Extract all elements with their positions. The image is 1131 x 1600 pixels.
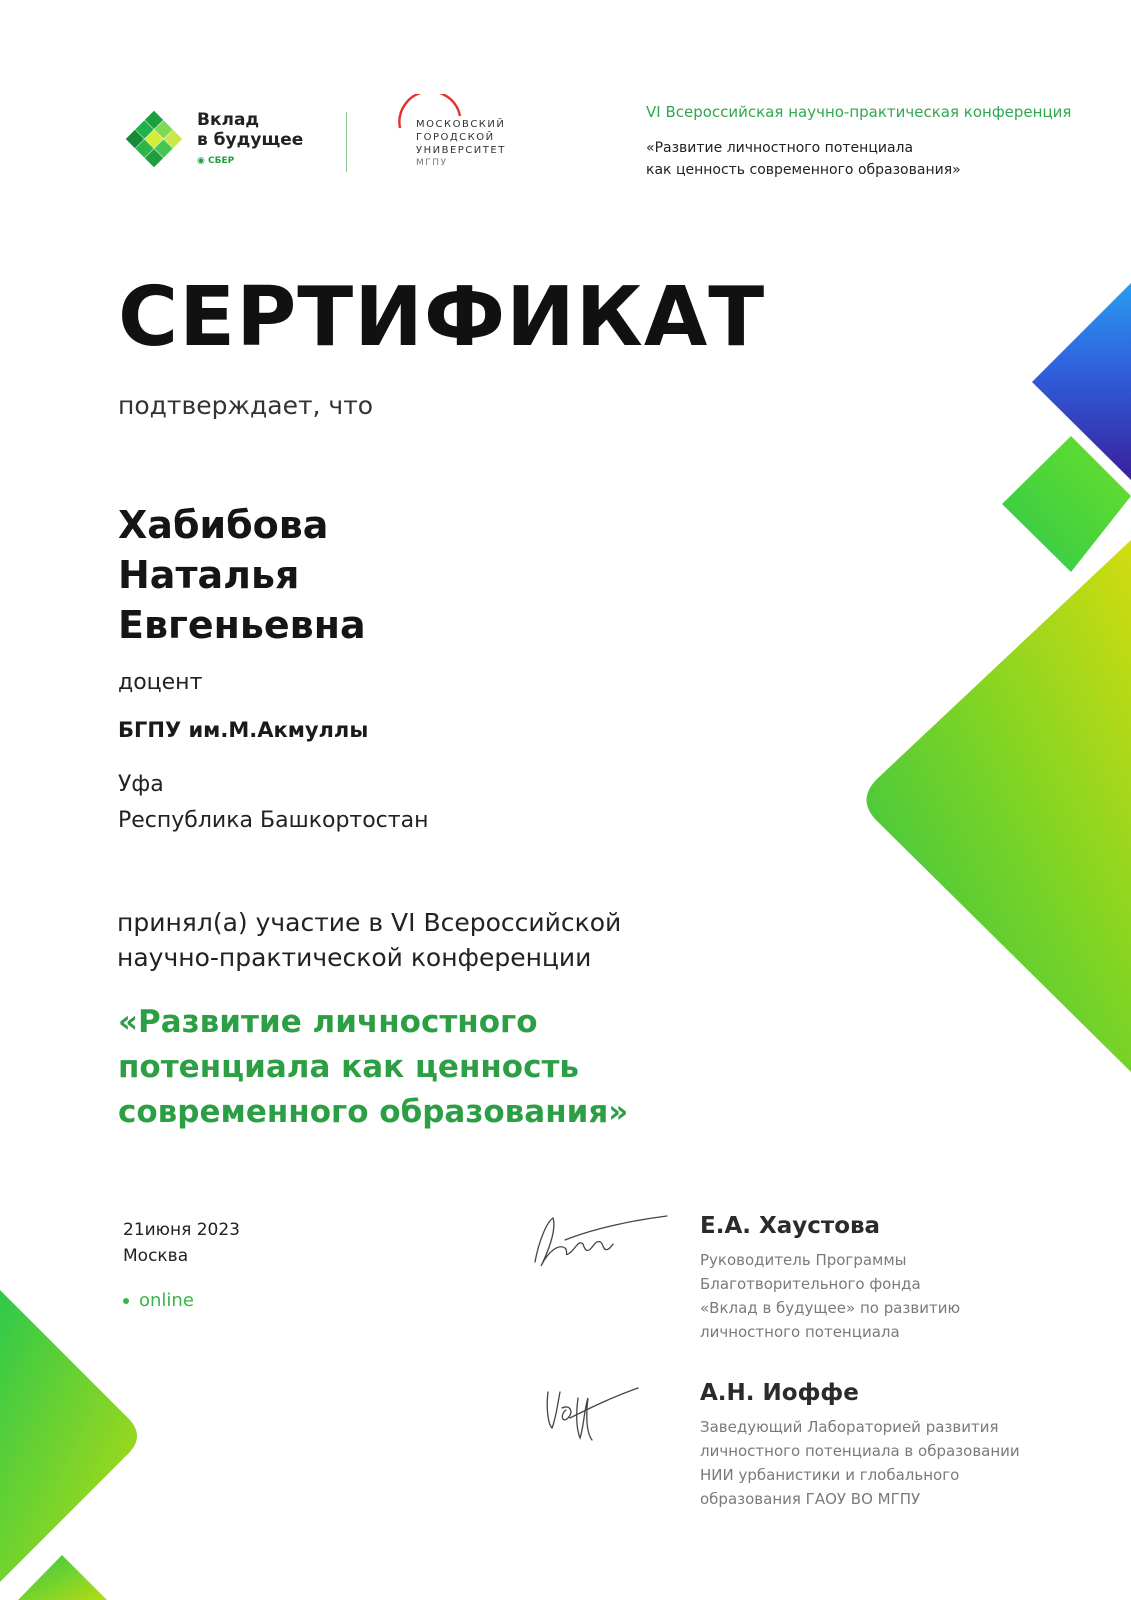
signer-2-name: А.Н. Иоффе <box>700 1380 859 1406</box>
signer-1-role-line1: Руководитель Программы <box>700 1251 907 1269</box>
event-format-label: online <box>139 1290 194 1311</box>
recipient-surname: Хабибова <box>118 503 329 547</box>
signer-2-role-line4: образования ГАОУ ВО МГПУ <box>700 1490 921 1508</box>
recipient-patronymic: Евгеньевна <box>118 603 366 647</box>
mgpu-logo-text <box>416 118 506 170</box>
sber-check-icon: ◉ <box>197 156 208 166</box>
theme-line1: «Развитие личностного <box>118 1004 538 1040</box>
logo-divider <box>346 112 347 172</box>
bottom-corner-shape <box>18 1555 107 1600</box>
signer-2-role <box>700 1415 1020 1511</box>
recipient-first-name: Наталья <box>118 553 300 597</box>
vklad-logo-line2: в будущее <box>197 130 304 150</box>
vklad-diamond-logo-icon <box>116 108 192 170</box>
signer-1-role-line3: «Вклад в будущее» по развитию <box>700 1299 961 1317</box>
conference-theme <box>118 1000 628 1135</box>
big-green-shape <box>867 540 1131 1072</box>
event-format <box>123 1290 194 1311</box>
mgpu-line4: МГПУ <box>416 158 448 168</box>
signer-1-name: Е.А. Хаустова <box>700 1213 881 1239</box>
signer-2-role-line2: личностного потенциала в образовании <box>700 1442 1020 1460</box>
certificate-title: СЕРТИФИКАТ <box>118 270 766 365</box>
event-date-place <box>123 1217 240 1269</box>
recipient-position: доцент <box>118 670 203 695</box>
signature-ioffe-icon <box>540 1378 650 1448</box>
mgpu-line1: МОСКОВСКИЙ <box>416 119 506 130</box>
recipient-location <box>118 767 428 839</box>
recipient-organization: БГПУ им.М.Акмуллы <box>118 718 369 742</box>
recipient-name <box>118 500 366 650</box>
mgpu-line2: ГОРОДСКОЙ <box>416 132 495 143</box>
signer-1-role <box>700 1248 960 1344</box>
event-place: Москва <box>123 1246 189 1266</box>
confirms-text: подтверждает, что <box>118 391 374 420</box>
mgpu-line3: УНИВЕРСИТЕТ <box>416 145 506 156</box>
vklad-logo-text <box>197 110 303 150</box>
participation-line1: принял(а) участие в VI Всероссийской <box>117 908 622 937</box>
conference-heading: VI Всероссийская научно-практическая конференция <box>646 103 1072 121</box>
participation-line2: научно-практической конференции <box>117 943 592 972</box>
signer-1-role-line2: Благотворительного фонда <box>700 1275 921 1293</box>
signer-1-role-line4: личностного потенциала <box>700 1323 900 1341</box>
conference-title-line1: «Развитие личностного потенциала <box>646 140 914 156</box>
signature-khaustova-icon <box>525 1210 675 1280</box>
theme-line2: потенциала как ценность <box>118 1049 580 1085</box>
event-date: 21июня 2023 <box>123 1220 240 1240</box>
conference-title-line2: как ценность современного образования» <box>646 162 961 178</box>
bullet-dot-icon <box>123 1298 129 1304</box>
theme-line3: современного образования» <box>118 1094 629 1130</box>
recipient-region: Республика Башкортостан <box>118 808 429 833</box>
signer-2-role-line3: НИИ урбанистики и глобального <box>700 1466 960 1484</box>
vklad-logo-line1: Вклад <box>197 110 260 130</box>
conference-title <box>646 137 961 181</box>
bottom-left-shape <box>0 1290 137 1582</box>
sber-label: ◉ СБЕР <box>197 156 235 166</box>
recipient-city: Уфа <box>118 772 164 797</box>
signer-2-role-line1: Заведующий Лабораторией развития <box>700 1418 999 1436</box>
participation-text <box>117 905 621 975</box>
